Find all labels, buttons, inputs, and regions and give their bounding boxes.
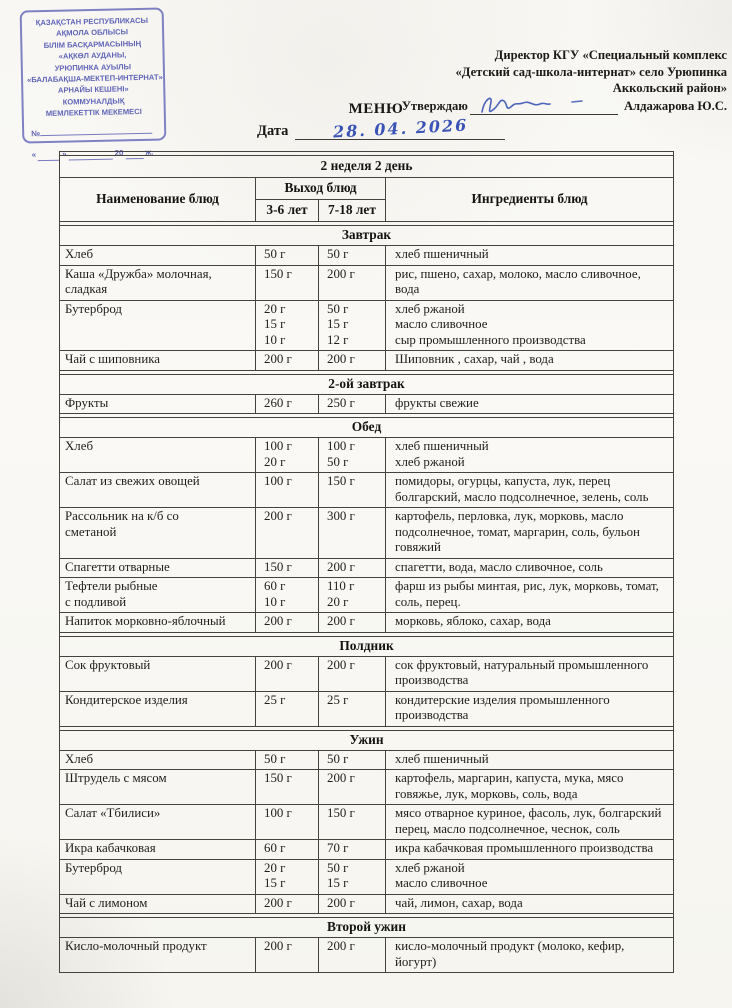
menu-table-body: [60, 152, 674, 973]
cell-line: хлеб ржаной: [395, 860, 465, 875]
cell-line: икра кабачковая промышленного производства: [395, 841, 654, 856]
cell-line: 12 г: [327, 332, 349, 347]
cell-line: 50 г: [327, 301, 349, 316]
cell-line: 250 г: [327, 395, 355, 410]
official-stamp: [20, 8, 167, 159]
cell-line: 20 г: [264, 301, 286, 316]
section-title: Полдник: [60, 636, 674, 656]
cell-line: хлеб ржаной: [395, 454, 465, 469]
ingredients-cell: [386, 473, 674, 508]
cell-line: морковь, яблоко, сахар, вода: [395, 614, 551, 629]
cell-line: 200 г: [264, 614, 292, 629]
dish-name-cell: [60, 805, 256, 840]
stamp-quote-close: »: [61, 149, 67, 159]
portion-7-18-cell: [319, 750, 386, 769]
cell-line: 20 г: [264, 860, 286, 875]
cell-line: Спагетти отварные: [65, 559, 170, 574]
cell-line: Шиповник , сахар, чай , вода: [395, 352, 554, 367]
portion-3-6-cell: [256, 938, 319, 973]
week-day-header: 2 неделя 2 день: [60, 156, 674, 178]
stamp-number-blank: [40, 124, 152, 135]
cell-line: кисло-молочный продукт (молоко, кефир, йогурт): [395, 939, 625, 969]
dish-row: [60, 246, 674, 265]
cell-line: 50 г: [264, 751, 286, 766]
approve-label: Утверждаю: [401, 99, 468, 114]
cell-line: картофель, маргарин, капуста, мука, мясо говяжье, лук, морковь, соль, вода: [395, 771, 624, 801]
ingredients-cell: [386, 265, 674, 300]
cell-line: фрукты свежие: [395, 395, 479, 410]
cell-line: 25 г: [264, 692, 286, 707]
cell-line: помидоры, огурцы, капуста, лук, перец болгарский, масло подсолнечное, зелень, соль: [395, 474, 649, 504]
cell-line: 200 г: [327, 939, 355, 954]
stamp-line: «БАЛАБАҚША-МЕКТЕП-ИНТЕРНАТ»: [26, 72, 163, 85]
portion-3-6-cell: [256, 770, 319, 805]
portion-3-6-cell: [256, 300, 319, 350]
portion-7-18-cell: [319, 351, 386, 370]
cell-line: 200 г: [327, 657, 355, 672]
cell-line: 15 г: [327, 317, 349, 332]
cell-line: 20 г: [264, 454, 286, 469]
dish-name-cell: [60, 656, 256, 691]
portion-3-6-cell: [256, 805, 319, 840]
ingredients-cell: [386, 578, 674, 613]
ingredients-cell: [386, 805, 674, 840]
dish-name-cell: [60, 473, 256, 508]
dish-row: [60, 613, 674, 632]
dish-row: [60, 691, 674, 726]
cell-line: 200 г: [327, 266, 355, 281]
ingredients-cell: [386, 894, 674, 913]
portion-3-6-cell: [256, 246, 319, 265]
portion-3-6-cell: [256, 840, 319, 859]
cell-line: Хлеб: [65, 751, 94, 766]
section-title: Ужин: [60, 730, 674, 750]
date-blank-line: [295, 115, 505, 142]
cell-line: 15 г: [264, 317, 286, 332]
dish-name-cell: [60, 438, 256, 473]
cell-line: 200 г: [327, 352, 355, 367]
ingredients-cell: [386, 246, 674, 265]
cell-line: картофель, перловка, лук, морковь, масло подсолнечное, томат, маргарин, соль, бульон говяжий: [395, 509, 640, 555]
portion-7-18-cell: [319, 508, 386, 558]
portion-3-6-cell: [256, 558, 319, 577]
portion-7-18-cell: [319, 394, 386, 413]
cell-line: 150 г: [264, 266, 292, 281]
portion-3-6-cell: [256, 656, 319, 691]
cell-line: сыр промышленного производства: [395, 332, 586, 347]
cell-line: 25 г: [327, 692, 349, 707]
cell-line: рис, пшено, сахар, молоко, масло сливочное, вода: [395, 266, 641, 297]
portion-7-18-cell: [319, 265, 386, 300]
dish-name-cell: [60, 613, 256, 632]
col-header-name: Наименование блюд: [60, 178, 256, 222]
dish-row: [60, 394, 674, 413]
portion-7-18-cell: [319, 558, 386, 577]
cell-line: 200 г: [264, 509, 292, 524]
cell-line: Хлеб: [65, 247, 94, 262]
portion-3-6-cell: [256, 750, 319, 769]
cell-line: масло сливочное: [395, 317, 488, 332]
cell-line: чай, лимон, сахар, вода: [395, 895, 523, 910]
cell-line: 50 г: [327, 247, 349, 262]
portion-3-6-cell: [256, 394, 319, 413]
section-title: 2-ой завтрак: [60, 374, 674, 394]
director-line: Директор КГУ «Специальный комплекс: [494, 48, 727, 62]
col-header-ingredients: Ингредиенты блюд: [386, 178, 674, 222]
cell-line: 100 г: [264, 474, 292, 489]
dish-name-cell: [60, 691, 256, 726]
dish-row: [60, 750, 674, 769]
cell-line: 20 г: [327, 594, 349, 609]
dish-name-cell: [60, 351, 256, 370]
date-value-handwritten: 28. 04. 2026: [332, 115, 469, 142]
cell-line: 150 г: [264, 559, 292, 574]
section-row: [60, 636, 674, 656]
section-title: Второй ужин: [60, 918, 674, 938]
page-title: МЕНЮ: [348, 101, 404, 117]
ingredients-cell: [386, 656, 674, 691]
ingredients-cell: [386, 558, 674, 577]
stamp-line: АРНАЙЫ КЕШЕНІ»: [57, 84, 129, 96]
cell-line: 150 г: [327, 806, 355, 821]
portion-3-6-cell: [256, 438, 319, 473]
cell-line: 200 г: [327, 895, 355, 910]
week-day-row: [60, 156, 674, 178]
portion-7-18-cell: [319, 938, 386, 973]
cell-line: Икра кабачковая: [65, 841, 156, 856]
portion-7-18-cell: [319, 840, 386, 859]
portion-3-6-cell: [256, 508, 319, 558]
cell-line: 60 г: [264, 579, 286, 594]
director-line: Аккольский район»: [612, 81, 727, 96]
col-header-age-3-6: 3-6 лет: [256, 200, 319, 222]
cell-line: фарш из рыбы минтая, рис, лук, морковь, томат, соль, перец.: [395, 579, 659, 609]
cell-line: спагетти, вода, масло сливочное, соль: [395, 559, 603, 574]
section-row: [60, 730, 674, 750]
dish-name-cell: [60, 508, 256, 558]
stamp-line: «АҚКӨЛ АУДАНЫ,: [58, 50, 127, 61]
dish-name-cell: [60, 938, 256, 973]
cell-line: Напиток морковно-яблочный: [65, 614, 226, 629]
cell-line: хлеб пшеничный: [395, 247, 489, 262]
cell-line: Кондитерское изделия: [65, 692, 188, 707]
portion-7-18-cell: [319, 859, 386, 894]
cell-line: сметаной: [65, 524, 117, 539]
section-title: Обед: [60, 418, 674, 438]
cell-line: 50 г: [327, 751, 349, 766]
ingredients-cell: [386, 770, 674, 805]
section-row: [60, 418, 674, 438]
dish-row: [60, 770, 674, 805]
cell-line: сладкая: [65, 282, 108, 297]
date-label: Дата: [257, 123, 289, 139]
portion-3-6-cell: [256, 859, 319, 894]
section-row: [60, 226, 674, 246]
cell-line: 200 г: [264, 895, 292, 910]
portion-3-6-cell: [256, 578, 319, 613]
ingredients-cell: [386, 508, 674, 558]
dish-name-cell: [60, 750, 256, 769]
stamp-line: КОММУНАЛДЫҚ: [62, 96, 125, 107]
cell-line: 100 г: [327, 439, 355, 454]
cell-line: 200 г: [327, 614, 355, 629]
cell-line: кондитерские изделия промышленного производства: [395, 692, 610, 723]
dish-row: [60, 656, 674, 691]
portion-7-18-cell: [319, 300, 386, 350]
ingredients-cell: [386, 938, 674, 973]
dish-row: [60, 894, 674, 913]
cell-line: 150 г: [264, 771, 292, 786]
cell-line: 110 г: [327, 579, 355, 594]
dish-name-cell: [60, 770, 256, 805]
portion-7-18-cell: [319, 613, 386, 632]
portion-7-18-cell: [319, 438, 386, 473]
cell-line: Сок фруктовый: [65, 657, 151, 672]
ingredients-cell: [386, 300, 674, 350]
approver-name: Алдажарова Ю.С.: [623, 99, 727, 114]
dish-name-cell: [60, 894, 256, 913]
cell-line: 50 г: [327, 454, 349, 469]
col-header-age-7-18: 7-18 лет: [319, 200, 386, 222]
dish-name-cell: [60, 578, 256, 613]
cell-line: Салат «Тбилиси»: [65, 806, 161, 821]
director-line: «Детский сад-школа-интернат» село Урюпинка: [455, 64, 727, 79]
cell-line: 150 г: [327, 474, 355, 489]
cell-line: Чай с лимоном: [65, 895, 148, 910]
dish-row: [60, 300, 674, 350]
cell-line: хлеб пшеничный: [395, 439, 489, 454]
dish-row: [60, 840, 674, 859]
ingredients-cell: [386, 394, 674, 413]
dish-name-cell: [60, 246, 256, 265]
portion-3-6-cell: [256, 894, 319, 913]
dish-row: [60, 351, 674, 370]
portion-7-18-cell: [319, 770, 386, 805]
stamp-year-prefix: 20: [114, 147, 124, 158]
section-row: [60, 374, 674, 394]
cell-line: Хлеб: [65, 439, 94, 454]
stamp-line: МЕМЛЕКЕТТІК МЕКЕМЕСІ: [45, 107, 142, 119]
stamp-line: БІЛІМ БАСҚАРМАСЫНЫҢ: [43, 38, 142, 50]
dish-row: [60, 859, 674, 894]
cell-line: 100 г: [264, 439, 292, 454]
cell-line: хлеб ржаной: [395, 301, 465, 316]
menu-table: [59, 151, 674, 973]
cell-line: Бутерброд: [65, 860, 122, 875]
date-line: [257, 115, 505, 142]
ingredients-cell: [386, 691, 674, 726]
dish-name-cell: [60, 300, 256, 350]
portion-3-6-cell: [256, 613, 319, 632]
dish-name-cell: [60, 840, 256, 859]
ingredients-cell: [386, 750, 674, 769]
cell-line: мясо отварное куриное, фасоль, лук, болгарский перец, масло подсолнечное, чеснок, соль: [395, 806, 662, 836]
column-header-row: [60, 178, 674, 200]
dish-name-cell: [60, 394, 256, 413]
stamp-number-line: [28, 124, 160, 140]
cell-line: 300 г: [327, 509, 355, 524]
ingredients-cell: [386, 351, 674, 370]
cell-line: 200 г: [264, 657, 292, 672]
ingredients-cell: [386, 859, 674, 894]
cell-line: с подливой: [65, 594, 127, 609]
cell-line: сок фруктовый, натуральный промышленного производства: [395, 657, 649, 688]
dish-name-cell: [60, 265, 256, 300]
dish-row: [60, 558, 674, 577]
stamp-line: АҚМОЛА ОБЛЫСЫ: [56, 27, 129, 39]
section-row: [60, 918, 674, 938]
dish-row: [60, 938, 674, 973]
cell-line: 10 г: [264, 332, 286, 347]
portion-7-18-cell: [319, 691, 386, 726]
cell-line: 70 г: [327, 841, 349, 856]
stamp-day-blank: [38, 151, 60, 160]
ingredients-cell: [386, 438, 674, 473]
portion-7-18-cell: [319, 805, 386, 840]
cell-line: масло сливочное: [395, 876, 488, 891]
portion-3-6-cell: [256, 691, 319, 726]
portion-3-6-cell: [256, 351, 319, 370]
cell-line: 100 г: [264, 806, 292, 821]
cell-line: 60 г: [264, 841, 286, 856]
portion-7-18-cell: [319, 578, 386, 613]
cell-line: хлеб пшеничный: [395, 751, 489, 766]
cell-line: 200 г: [327, 559, 355, 574]
cell-line: 15 г: [327, 876, 349, 891]
cell-line: 15 г: [264, 876, 286, 891]
cell-line: 10 г: [264, 594, 286, 609]
cell-line: 50 г: [264, 247, 286, 262]
stamp-line: ҚАЗАҚСТАН РЕСПУБЛИКАСЫ: [35, 15, 149, 28]
portion-3-6-cell: [256, 473, 319, 508]
portion-7-18-cell: [319, 894, 386, 913]
cell-line: Фрукты: [65, 395, 109, 410]
cell-line: Чай с шиповника: [65, 352, 161, 367]
col-header-output: Выход блюд: [256, 178, 386, 200]
cell-line: Салат из свежих овощей: [65, 474, 200, 489]
portion-3-6-cell: [256, 265, 319, 300]
cell-line: 50 г: [327, 860, 349, 875]
ingredients-cell: [386, 840, 674, 859]
cell-line: 200 г: [264, 352, 292, 367]
ingredients-cell: [386, 613, 674, 632]
stamp-quote-open: «: [31, 149, 37, 159]
dish-row: [60, 578, 674, 613]
dish-row: [60, 265, 674, 300]
cell-line: 200 г: [327, 771, 355, 786]
stamp-year-suffix: ж.: [145, 147, 154, 157]
portion-7-18-cell: [319, 473, 386, 508]
dish-row: [60, 438, 674, 473]
cell-line: Штрудель с мясом: [65, 771, 167, 786]
section-title: Завтрак: [60, 226, 674, 246]
portion-7-18-cell: [319, 246, 386, 265]
cell-line: Бутерброд: [65, 301, 122, 316]
cell-line: Каша «Дружба» молочная,: [65, 266, 212, 281]
stamp-line: УРЮПИНКА АУЫЛЫ: [54, 61, 132, 73]
dish-name-cell: [60, 859, 256, 894]
stamp-number-label: №: [31, 128, 41, 138]
cell-line: Рассольник на к/б со: [65, 509, 179, 524]
dish-name-cell: [60, 558, 256, 577]
portion-7-18-cell: [319, 656, 386, 691]
cell-line: Кисло-молочный продукт: [65, 939, 207, 954]
dish-row: [60, 473, 674, 508]
dish-row: [60, 805, 674, 840]
dish-row: [60, 508, 674, 558]
cell-line: Тефтели рыбные: [65, 579, 158, 594]
cell-line: 260 г: [264, 395, 292, 410]
cell-line: 200 г: [264, 939, 292, 954]
